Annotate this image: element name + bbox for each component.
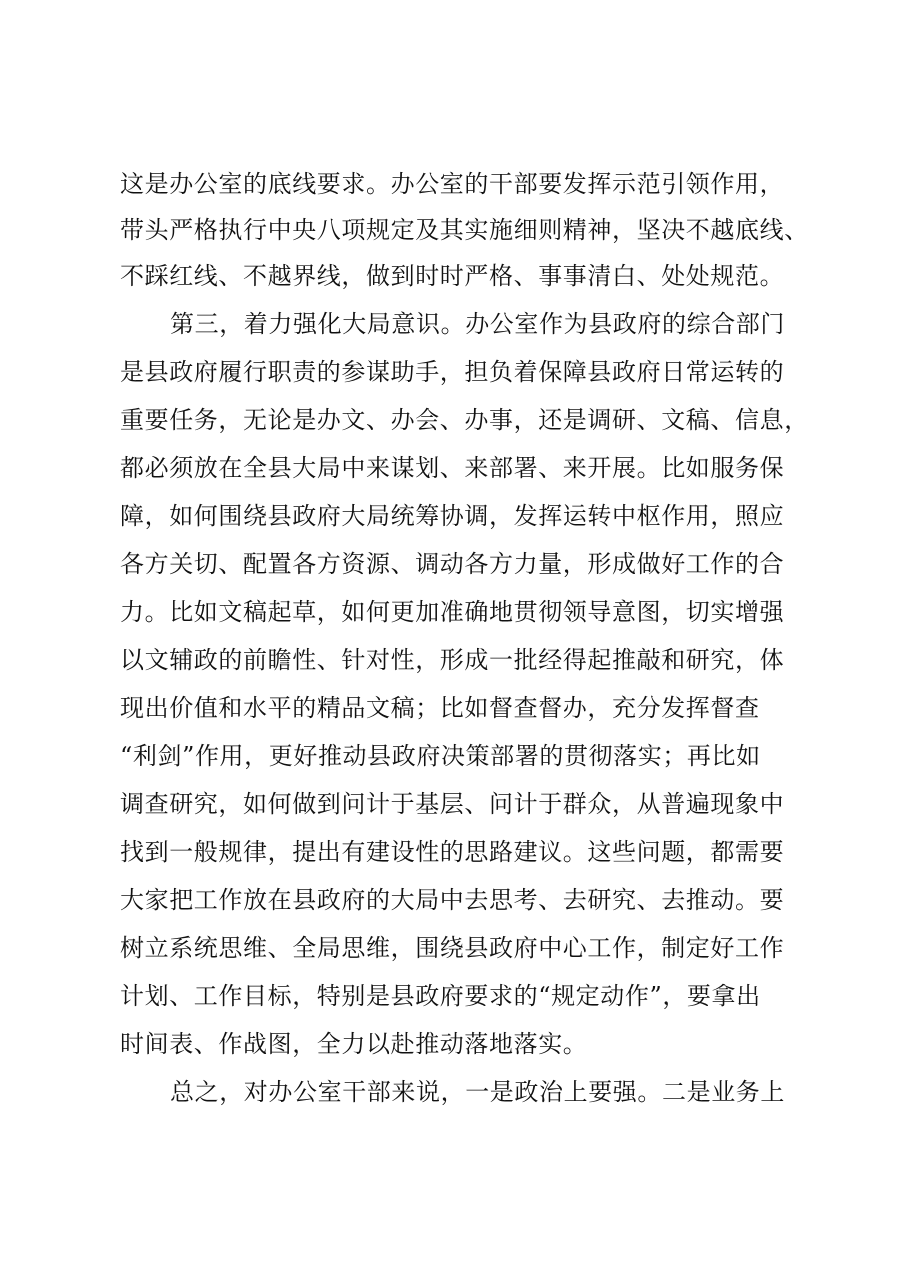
text-line: 大家把工作放在县政府的大局中去思考、去研究、去推动。要 [120,886,785,914]
text-line: 是县政府履行职责的参谋助手，担负着保障县政府日常运转的 [120,358,785,386]
text-line: 计划、工作目标，特别是县政府要求的“规定动作”，要拿出 [120,982,761,1010]
text-line: 以文辅政的前瞻性、针对性，形成一批经得起推敲和研究，体 [120,646,785,674]
text-line: 都必须放在全县大局中来谋划、来部署、来开展。比如服务保 [120,454,785,482]
text-line: 现出价值和水平的精品文稿；比如督查督办，充分发挥督查 [120,694,760,722]
text-line: 调查研究，如何做到问计于基层、问计于群众，从普遍现象中 [120,790,785,818]
text-line: 时间表、作战图，全力以赴推动落地落实。 [120,1030,588,1058]
text-line: “利剑”作用，更好推动县政府决策部署的贯彻落实；再比如 [120,742,761,770]
text-line: 找到一般规律，提出有建设性的思路建议。这些问题，都需要 [120,838,785,866]
text-line: 树立系统思维、全局思维，围绕县政府中心工作，制定好工作 [120,934,785,962]
text-line: 力。比如文稿起草，如何更加准确地贯彻领导意图，切实增强 [120,598,785,626]
text-line: 各方关切、配置各方资源、调动各方力量，形成做好工作的合 [120,550,785,578]
paragraph-start-line: 总之，对办公室干部来说，一是政治上要强。二是业务上 [170,1078,785,1106]
text-line: 这是办公室的底线要求。办公室的干部要发挥示范引领作用， [120,170,785,198]
text-line: 带头严格执行中央八项规定及其实施细则精神，坚决不越底线、 [120,216,809,244]
paragraph-start-line: 第三，着力强化大局意识。办公室作为县政府的综合部门 [170,310,785,338]
text-line: 不踩红线、不越界线，做到时时严格、事事清白、处处规范。 [120,262,785,290]
text-line: 障，如何围绕县政府大局统筹协调，发挥运转中枢作用，照应 [120,502,785,530]
text-line: 重要任务，无论是办文、办会、办事，还是调研、文稿、信息， [120,406,809,434]
